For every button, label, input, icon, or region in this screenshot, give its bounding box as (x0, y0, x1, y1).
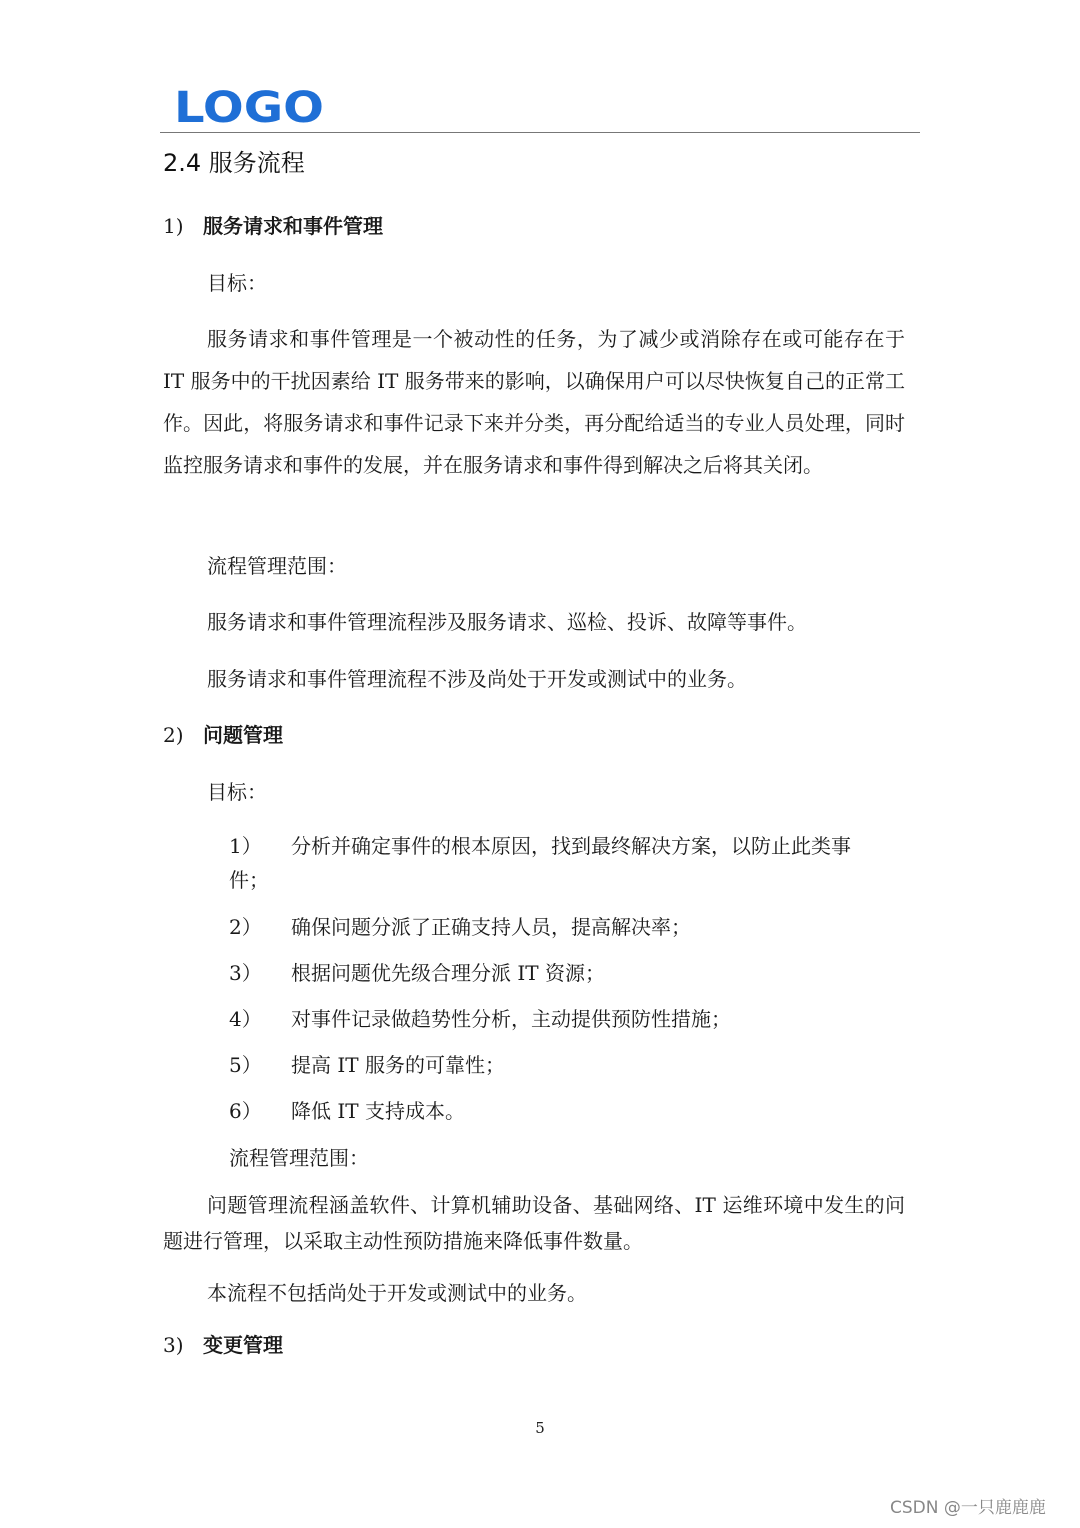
heading-problem-management (163, 721, 283, 749)
scope-label: 流程管理范围： (229, 1146, 369, 1170)
csdn-watermark: CSDN @一只鹿鹿鹿 (890, 1498, 1046, 1518)
svg-text:LOGO: LOGO (174, 86, 324, 126)
heading-service-request (163, 212, 383, 240)
page-number: 5 (535, 1419, 545, 1437)
list-item-text: 确保问题分派了正确支持人员，提高解决率； (291, 915, 691, 939)
goal-label: 目标： (207, 780, 267, 804)
list-item-continuation: 件； (229, 868, 269, 892)
scope-line: 服务请求和事件管理流程涉及服务请求、巡检、投诉、故障等事件。 (207, 610, 807, 634)
goal-label: 目标： (207, 271, 267, 295)
heading-number: 2) (163, 723, 184, 747)
heading-change-management (163, 1331, 283, 1359)
section-title: 2.4 服务流程 (163, 149, 305, 177)
header-divider (160, 132, 920, 133)
heading-number: 1) (163, 214, 184, 238)
list-item-text: 降低 IT 支持成本。 (291, 1099, 465, 1123)
list-item-text: 提高 IT 服务的可靠性； (291, 1053, 505, 1077)
scope-label: 流程管理范围： (207, 554, 347, 578)
goal-paragraph: 服务请求和事件管理是一个被动性的任务，为了减少或消除存在或可能存在于 IT 服务中的干扰因素给 IT 服务带来的影响，以确保用户可以尽快恢复自己的正常工作。因此，将服务请求和事件记录下来并分类，再分配给适当的专业人员处理，同时监控服务请求和事件的发展，并在服务请求和事件得到解决之后将其关闭。 (163, 327, 905, 477)
heading-text: 服务请求和事件管理 (203, 214, 383, 238)
list-item-text: 分析并确定事件的根本原因，找到最终解决方案，以防止此类事 (291, 834, 851, 858)
heading-text: 问题管理 (203, 723, 283, 747)
list-number: 1） (229, 834, 262, 858)
heading-number: 3) (163, 1333, 184, 1357)
heading-text: 变更管理 (203, 1333, 283, 1357)
list-number: 4） (229, 1007, 262, 1031)
list-item-text: 根据问题优先级合理分派 IT 资源； (291, 961, 605, 985)
logo-graphic (174, 86, 324, 126)
scope-paragraph: 问题管理流程涵盖软件、计算机辅助设备、基础网络、IT 运维环境中发生的问题进行管理，以采取主动性预防措施来降低事件数量。 (163, 1193, 905, 1253)
exclude-line: 本流程不包括尚处于开发或测试中的业务。 (207, 1281, 587, 1305)
company-logo (174, 86, 324, 126)
list-number: 3） (229, 961, 262, 985)
list-number: 2） (229, 915, 262, 939)
list-number: 6） (229, 1099, 262, 1123)
list-item-text: 对事件记录做趋势性分析，主动提供预防性措施； (291, 1007, 731, 1031)
list-number: 5） (229, 1053, 262, 1077)
scope-line: 服务请求和事件管理流程不涉及尚处于开发或测试中的业务。 (207, 667, 747, 691)
